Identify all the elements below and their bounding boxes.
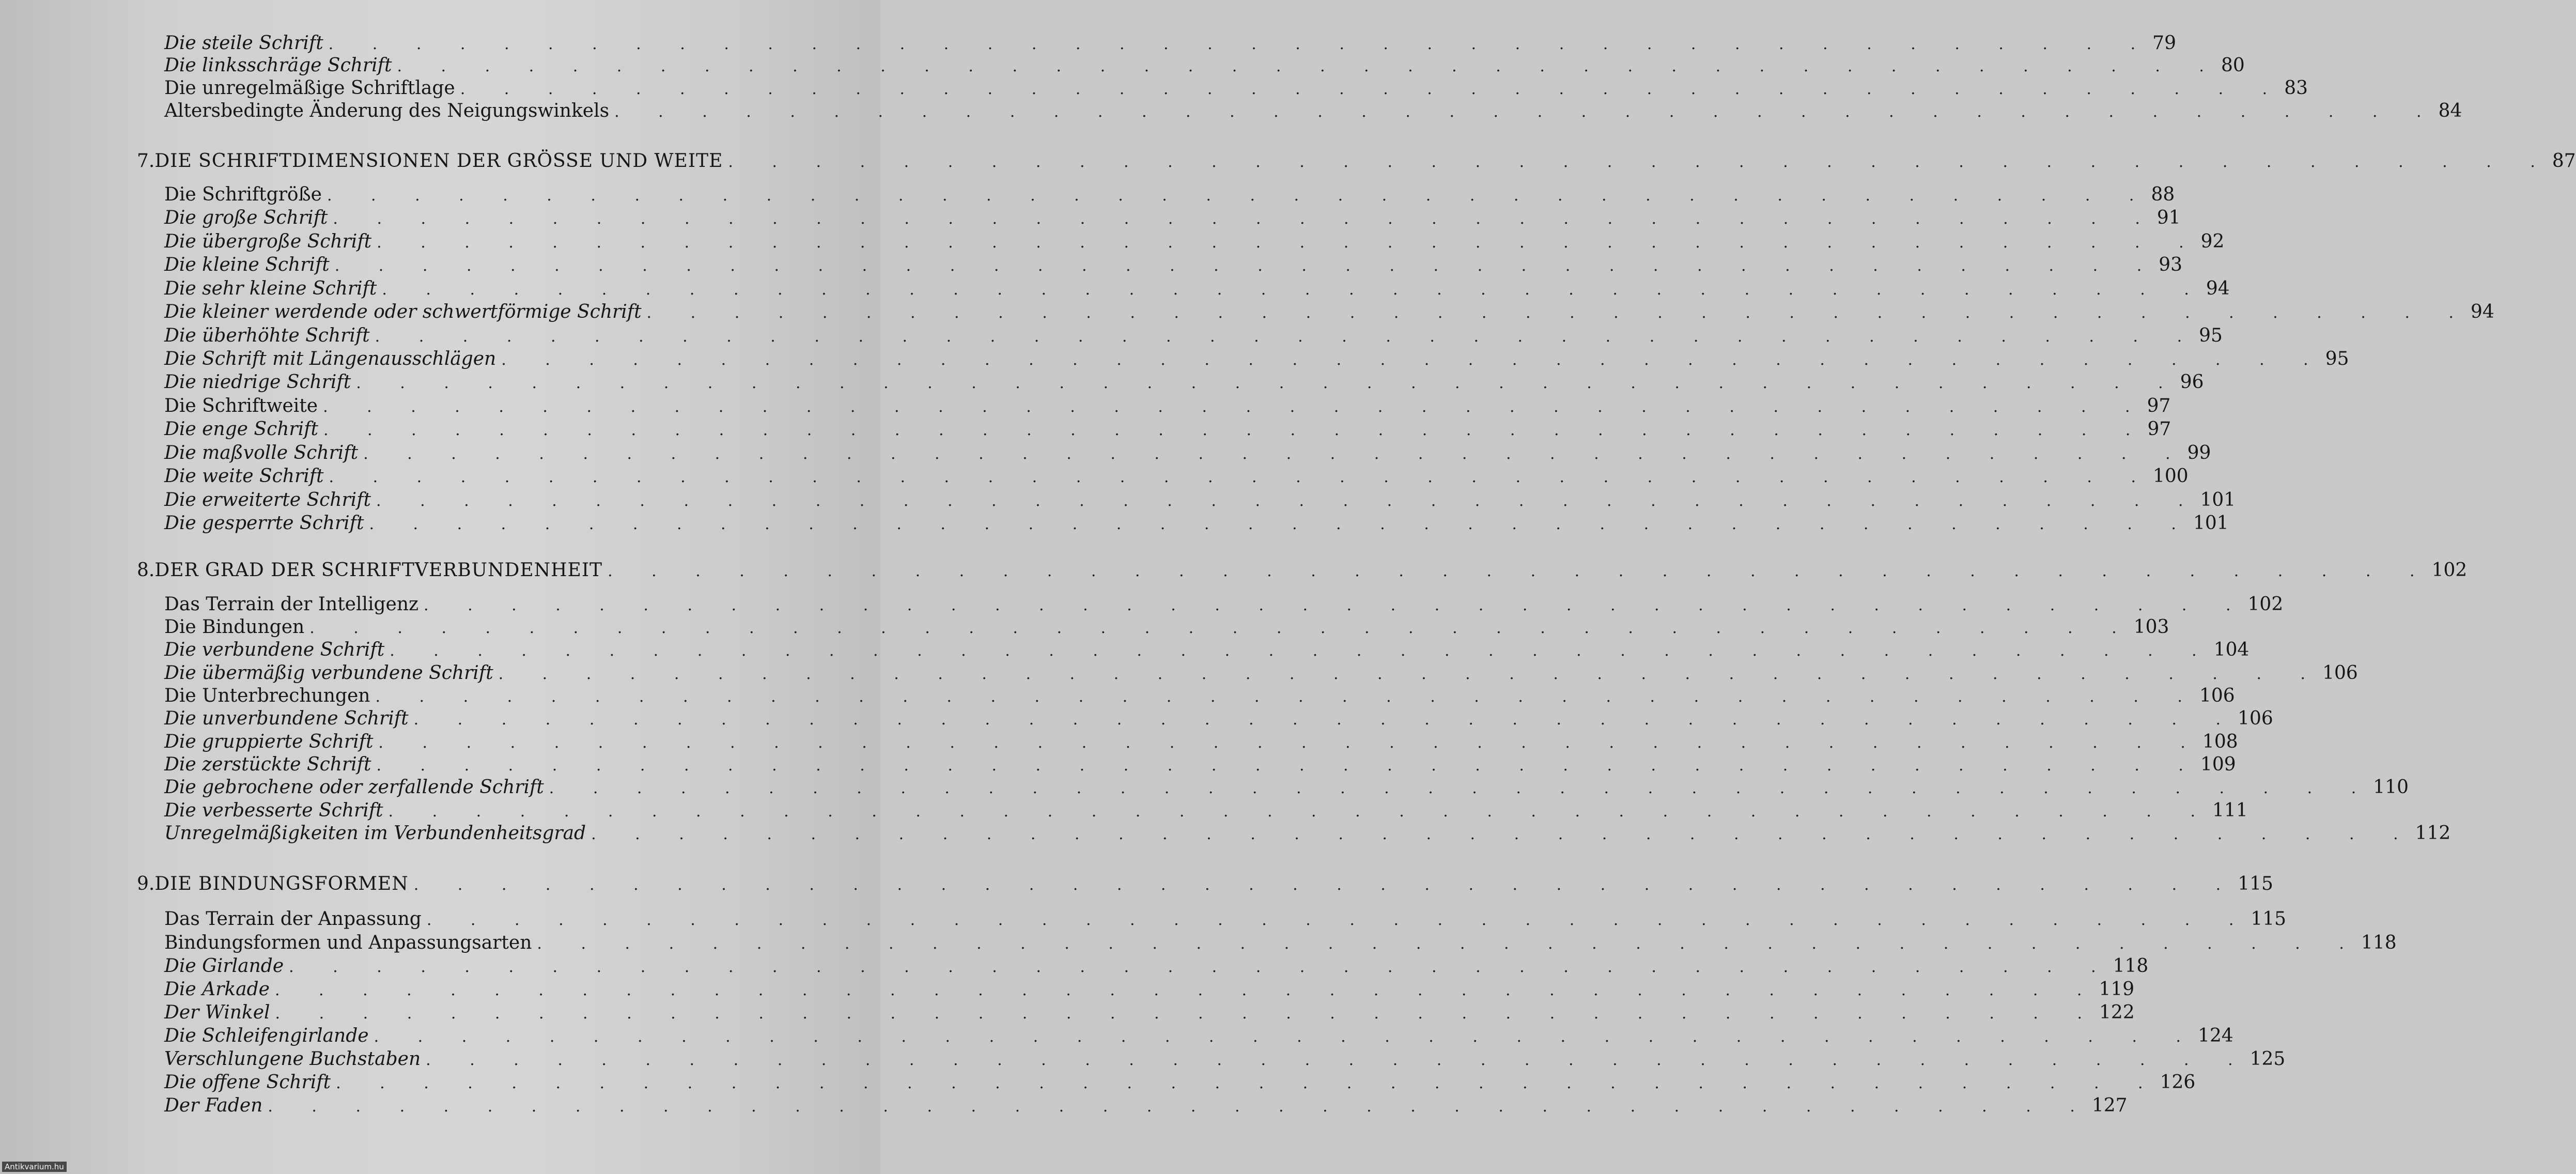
toc-entry-title: Die zerstückte Schrift: [164, 754, 371, 775]
toc-entry-title: Die maßvolle Schrift: [164, 442, 359, 464]
dot-leader: . . . . . . . . . . . . . . . . . . . . . . . . . . . . . . . . . . . . . . . . . .: [363, 445, 2187, 463]
toc-entry: [164, 395, 2171, 418]
toc-entry: [164, 593, 2284, 616]
toc-entry-title: Die gruppierte Schrift: [164, 731, 374, 752]
dot-leader: . . . . . . . . . . . . . . . . . . . . . . . . . . . . . . . . . . . . . . . . . .: [591, 825, 2415, 843]
dot-leader: . . . . . . . . . . . . . . . . . . . . . . . . . . . . . . . . . . . . . . . . . .: [329, 468, 2153, 486]
page-number: 102: [2247, 594, 2284, 615]
toc-entry-title: Die Girlande: [164, 955, 284, 977]
page-number: 118: [2113, 955, 2149, 977]
dot-leader: . . . . . . . . . . . . . . . . . . . . . . . . . . . . . . . . . . . . . . . . . .: [646, 304, 2471, 322]
dot-leader: . . . . . . . . . . . . . . . . . . . . . . . . . . . . . . . . . . . . . . . . . .: [501, 351, 2325, 369]
toc-entry-title: Die steile Schrift: [164, 33, 323, 54]
dot-leader: . . . . . . . . . . . . . . . . . . . . . . . . . . . . . . . . . . . . . . . . . .: [323, 398, 2147, 416]
chapter-number: 7.: [137, 150, 155, 172]
dot-leader: . . . . . . . . . . . . . . . . . . . . . . . . . . . . . . . . . . . . . . . . . .: [369, 515, 2193, 533]
toc-entry-title: Altersbedingte Änderung des Neigungswinkels: [164, 100, 610, 121]
toc-entry-title: Das Terrain der Intelligenz: [164, 594, 419, 615]
page-number: 126: [2160, 1072, 2196, 1093]
dot-leader: . . . . . . . . . . . . . . . . . . . . . . . . . . . . . . . . . . . . . . . . . .: [376, 492, 2200, 510]
page-number: 109: [2200, 754, 2236, 775]
toc-entry: [164, 371, 2204, 394]
page-number: 100: [2153, 466, 2189, 487]
page-number: 106: [2199, 685, 2235, 706]
chapter-title: DIE BINDUNGSFORMEN: [154, 873, 409, 894]
toc-entry: [164, 1071, 2196, 1094]
dot-leader: . . . . . . . . . . . . . . . . . . . . . . . . . . . . . . . . . . . . . . . . . .: [549, 779, 2373, 797]
toc-entry: [164, 662, 2358, 685]
page-number: 83: [2284, 78, 2308, 99]
page-number: 118: [2361, 932, 2397, 953]
toc-entry: [164, 685, 2235, 707]
page-number: 127: [2091, 1095, 2128, 1116]
page-number: 80: [2221, 55, 2245, 76]
page-number: 106: [2238, 708, 2273, 729]
dot-leader: . . . . . . . . . . . . . . . . . . . . . . . . . . . . . . . . . . . . . . . . . .: [426, 911, 2251, 929]
chapter-heading: [137, 873, 2273, 895]
page-number: 104: [2213, 639, 2249, 660]
toc-entry: [164, 442, 2211, 465]
toc-entry: [164, 1048, 2286, 1071]
dot-leader: . . . . . . . . . . . . . . . . . . . . . . . . . . . . . . . . . . . . . . . . . .: [275, 1005, 2100, 1023]
toc-entry-title: Die übermäßig verbundene Schrift: [164, 662, 493, 684]
page-number: 84: [2438, 100, 2462, 121]
dot-leader: . . . . . . . . . . . . . . . . . . . . . . . . . . . . . . . . . . . . . . . . . .: [327, 187, 2151, 205]
dot-leader: . . . . . . . . . . . . . . . . . . . . . . . . . . . . . . . . . . . . . . . . . .: [614, 103, 2439, 121]
chapter-heading: [137, 150, 2576, 173]
toc-entry: [164, 799, 2248, 822]
toc-entry-title: Die überhöhte Schrift: [164, 325, 370, 346]
page-number: 94: [2206, 278, 2230, 299]
page-number: 108: [2202, 731, 2238, 752]
toc-entry-title: Die Schrift mit Längenausschlägen: [164, 348, 496, 369]
toc-entry: [164, 100, 2462, 122]
dot-leader: . . . . . . . . . . . . . . . . . . . . . . . . . . . . . . . . . . . . . . . . . .: [424, 596, 2248, 614]
page-number: 124: [2198, 1025, 2233, 1046]
toc-entry: [164, 77, 2308, 100]
toc-entry-title: Die niedrige Schrift: [164, 372, 351, 393]
page-number: 101: [2200, 489, 2236, 511]
dot-leader: . . . . . . . . . . . . . . . . . . . . . . . . . . . . . . . . . . . . . . . . . .: [388, 802, 2213, 821]
page-number: 95: [2325, 348, 2349, 369]
toc-entry: [164, 822, 2451, 845]
page-number: 110: [2373, 777, 2409, 798]
chapter-number: 9.: [137, 873, 155, 894]
toc-entry: [164, 54, 2245, 77]
toc-entry-title: Die große Schrift: [164, 207, 328, 228]
dot-leader: . . . . . . . . . . . . . . . . . . . . . . . . . . . . . . . . . . . . . . . . . .: [498, 665, 2323, 683]
toc-entry-title: Die Arkade: [164, 979, 270, 1000]
toc-entry-title: Bindungsformen und Anpassungsarten: [164, 932, 532, 953]
toc-entry: [164, 932, 2397, 954]
page-number: 101: [2193, 513, 2229, 534]
toc-entry-title: Die gesperrte Schrift: [164, 513, 364, 534]
chapter-heading: [137, 559, 2468, 582]
toc-entry: [164, 254, 2183, 276]
dot-leader: . . . . . . . . . . . . . . . . . . . . . . . . . . . . . . . . . . . . . . . . . .: [413, 710, 2238, 729]
page-number: 88: [2151, 184, 2175, 205]
page-number: 95: [2199, 325, 2223, 346]
toc-entry: [164, 1025, 2233, 1047]
dot-leader: . . . . . . . . . . . . . . . . . . . . . . . . . . . . . . . . . . . . . . . . . .: [356, 374, 2180, 392]
page-number: 94: [2471, 301, 2494, 322]
page-number: 99: [2187, 442, 2211, 464]
toc-entry-title: Die verbundene Schrift: [164, 639, 385, 660]
toc-entry-title: Die unregelmäßige Schriftlage: [164, 78, 455, 99]
toc-entry-title: Die kleine Schrift: [164, 254, 330, 275]
toc-entry-title: Die kleiner werdende oder schwertförmige Schrift: [164, 301, 642, 322]
toc-entry: [164, 418, 2171, 441]
toc-entry-title: Die übergroße Schrift: [164, 231, 372, 252]
page-number: 125: [2249, 1048, 2286, 1070]
page-number: 93: [2159, 254, 2183, 275]
dot-leader: . . . . . . . . . . . . . . . . . . . . . . . . . . . . . . . . . . . . . . . . . .: [377, 234, 2201, 252]
dot-leader: . . . . . . . . . . . . . . . . . . . . . . . . . . . . . . . . . . . . . . . . . .: [289, 958, 2113, 976]
page-number: 115: [2238, 873, 2273, 894]
dot-leader: . . . . . . . . . . . . . . . . . . . . . . . . . . . . . . . . . . . . . . . . . .: [413, 876, 2238, 894]
toc-entry: [164, 616, 2169, 639]
toc-entry: [164, 776, 2409, 799]
dot-leader: . . . . . . . . . . . . . . . . . . . . . . . . . . . . . . . . . . . . . . . . . .: [608, 562, 2432, 580]
toc-entry-title: Verschlungene Buchstaben: [164, 1048, 421, 1070]
page-number: 92: [2200, 231, 2225, 252]
dot-leader: . . . . . . . . . . . . . . . . . . . . . . . . . . . . . . . . . . . . . . . . . .: [390, 642, 2214, 660]
toc-entry: [164, 1001, 2135, 1024]
dot-leader: . . . . . . . . . . . . . . . . . . . . . . . . . . . . . . . . . . . . . . . . . .: [376, 756, 2200, 775]
toc-entry-title: Unregelmäßigkeiten im Verbundenheitsgrad: [164, 823, 586, 844]
dot-leader: . . . . . . . . . . . . . . . . . . . . . . . . . . . . . . . . . . . . . . . . . .: [328, 35, 2153, 53]
dot-leader: . . . . . . . . . . . . . . . . . . . . . . . . . . . . . . . . . . . . . . . . . .: [460, 80, 2285, 98]
toc-entry: [164, 277, 2230, 300]
dot-leader: . . . . . . . . . . . . . . . . . . . . . . . . . . . . . . . . . . . . . . . . . .: [336, 1074, 2160, 1092]
toc-entry-title: Die enge Schrift: [164, 419, 318, 440]
toc-entry-title: Die Bindungen: [164, 616, 305, 638]
toc-entry: [164, 707, 2273, 730]
toc-entry-title: Die erweiterte Schrift: [164, 489, 371, 511]
watermark: Antikvarium.hu: [2, 1162, 67, 1172]
page-number: 103: [2133, 616, 2169, 638]
toc-entry: [164, 301, 2494, 323]
toc-entry-title: Der Faden: [164, 1095, 263, 1116]
dot-leader: . . . . . . . . . . . . . . . . . . . . . . . . . . . . . . . . . . . . . . . . . .: [374, 1028, 2198, 1046]
toc-entry: [164, 183, 2175, 206]
dot-leader: . . . . . . . . . . . . . . . . . . . . . . . . . . . . . . . . . . . . . . . . . .: [382, 281, 2206, 299]
toc-entry: [164, 955, 2149, 978]
dot-leader: . . . . . . . . . . . . . . . . . . . . . . . . . . . . . . . . . . . . . . . . . .: [334, 257, 2159, 275]
dot-leader: . . . . . . . . . . . . . . . . . . . . . . . . . . . . . . . . . . . . . . . . . .: [309, 619, 2134, 637]
page-number: 91: [2156, 207, 2181, 228]
toc-entry: [164, 465, 2189, 488]
toc-entry-title: Das Terrain der Anpassung: [164, 908, 422, 930]
toc-entry: [164, 230, 2225, 253]
chapter-title: DIE SCHRIFTDIMENSIONEN DER GRÖSSE UND WEITE: [154, 150, 723, 172]
page-number: 79: [2152, 33, 2176, 54]
page-number: 111: [2212, 800, 2248, 821]
toc-entry: [164, 639, 2249, 661]
page-number: 97: [2147, 419, 2171, 440]
toc-entry: [164, 32, 2176, 55]
dot-leader: . . . . . . . . . . . . . . . . . . . . . . . . . . . . . . . . . . . . . . . . . .: [333, 210, 2157, 228]
toc-entry-title: Die Schleifengirlande: [164, 1025, 369, 1046]
toc-entry-title: Die weite Schrift: [164, 466, 324, 487]
page-number: 97: [2147, 395, 2171, 416]
dot-leader: . . . . . . . . . . . . . . . . . . . . . . . . . . . . . . . . . . . . . . . . . .: [274, 981, 2099, 999]
toc-entry-title: Die Schriftweite: [164, 395, 318, 416]
dot-leader: . . . . . . . . . . . . . . . . . . . . . . . . . . . . . . . . . . . . . . . . . .: [375, 688, 2199, 706]
toc-entry-title: Die gebrochene oder zerfallende Schrift: [164, 777, 544, 798]
toc-entry: [164, 489, 2236, 512]
toc-entry-title: Die unverbundene Schrift: [164, 708, 409, 729]
page-number: 112: [2415, 823, 2451, 844]
toc-entry-title: Die Schriftgröße: [164, 184, 322, 205]
page-number: 122: [2099, 1002, 2135, 1023]
toc-entry-title: Die offene Schrift: [164, 1072, 331, 1093]
toc-entry: [164, 325, 2223, 347]
chapter-number: 8.: [137, 560, 155, 581]
dot-leader: . . . . . . . . . . . . . . . . . . . . . . . . . . . . . . . . . . . . . . . . . .: [397, 57, 2221, 75]
toc-entry: [164, 512, 2229, 535]
page-number: 87: [2552, 150, 2576, 172]
dot-leader: . . . . . . . . . . . . . . . . . . . . . . . . . . . . . . . . . . . . . . . . . .: [323, 421, 2148, 439]
toc-entry: [164, 978, 2135, 1001]
toc-entry: [164, 348, 2349, 370]
dot-leader: . . . . . . . . . . . . . . . . . . . . . . . . . . . . . . . . . . . . . . . . . .: [268, 1098, 2092, 1116]
toc-entry: [164, 908, 2287, 931]
page-number: 106: [2322, 662, 2358, 684]
toc-entry: [164, 731, 2238, 753]
toc-entry-title: Die linksschräge Schrift: [164, 55, 392, 76]
page-number: 115: [2251, 908, 2287, 930]
chapter-title: DER GRAD DER SCHRIFTVERBUNDENHEIT: [154, 560, 603, 581]
dot-leader: . . . . . . . . . . . . . . . . . . . . . . . . . . . . . . . . . . . . . . . . . .: [378, 734, 2202, 752]
dot-leader: . . . . . . . . . . . . . . . . . . . . . . . . . . . . . . . . . . . . . . . . . .: [375, 328, 2199, 346]
toc-entry-title: Die verbesserte Schrift: [164, 800, 383, 821]
dot-leader: . . . . . . . . . . . . . . . . . . . . . . . . . . . . . . . . . . . . . . . . . .: [537, 935, 2361, 953]
toc-entry-title: Die sehr kleine Schrift: [164, 278, 377, 299]
toc-entry: [164, 1094, 2128, 1117]
page-number: 119: [2099, 979, 2135, 1000]
page-number: 96: [2180, 372, 2204, 393]
toc-entry-title: Die Unterbrechungen: [164, 685, 370, 706]
dot-leader: . . . . . . . . . . . . . . . . . . . . . . . . . . . . . . . . . . . . . . . . . .: [426, 1051, 2250, 1069]
page-number: 102: [2431, 560, 2468, 581]
toc-entry: [164, 753, 2236, 776]
toc-entry: [164, 207, 2181, 229]
toc-entry-title: Der Winkel: [164, 1002, 270, 1023]
dot-leader: . . . . . . . . . . . . . . . . . . . . . . . . . . . . . . . . . . . . . . . . . .: [728, 153, 2552, 171]
